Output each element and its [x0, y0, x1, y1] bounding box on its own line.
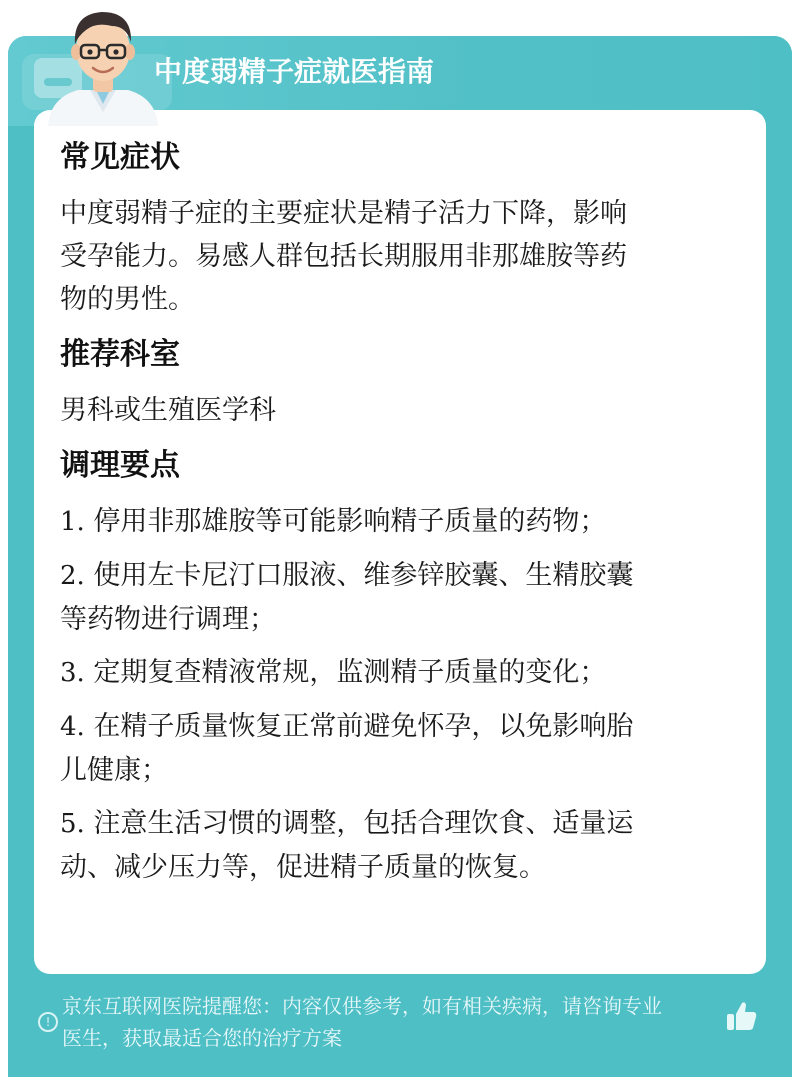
item-text: 在精子质量恢复正常前避免怀孕，以免影响胎	[93, 711, 634, 742]
disclaimer-footer	[8, 986, 792, 1077]
symptoms-line: 中度弱精子症的主要症状是精子活力下降，影响	[60, 198, 627, 229]
item-text-cont: 等药物进行调理；	[60, 604, 276, 635]
department-text: 男科或生殖医学科	[60, 395, 276, 426]
section-title-symptoms: 常见症状	[60, 140, 180, 175]
item-number: 3.	[60, 658, 85, 688]
item-text-cont: 动、减少压力等，促进精子质量的恢复。	[60, 852, 546, 883]
content-card	[34, 110, 766, 974]
item-number: 5.	[60, 809, 85, 839]
item-text-cont: 儿健康；	[60, 755, 168, 786]
section-title-department: 推荐科室	[60, 337, 180, 372]
symptoms-line: 受孕能力。易感人群包括长期服用非那雄胺等药	[60, 241, 627, 272]
disclaimer-line: 京东互联网医院提醒您：内容仅供参考，如有相关疾病，请咨询专业	[62, 994, 662, 1018]
page-title: 中度弱精子症就医指南	[154, 55, 435, 88]
info-icon: !	[38, 1012, 58, 1032]
care-list-item	[60, 554, 740, 641]
care-list-item	[60, 705, 740, 792]
symptoms-text	[60, 192, 740, 321]
care-list-item	[60, 500, 740, 544]
care-list-item	[60, 651, 740, 695]
item-text: 定期复查精液常规，监测精子质量的变化；	[93, 657, 607, 688]
disclaimer-line: 医生，获取最适合您的治疗方案	[62, 1026, 342, 1050]
guide-panel	[8, 36, 792, 1077]
disclaimer-text	[62, 990, 722, 1054]
item-number: 4.	[60, 712, 85, 742]
care-list-item	[60, 802, 740, 889]
item-number: 1.	[60, 507, 85, 537]
item-number: 2.	[60, 561, 85, 591]
doctor-avatar	[40, 0, 166, 126]
section-title-care: 调理要点	[60, 448, 180, 483]
item-text: 注意生活习惯的调整，包括合理饮食、适量运	[93, 808, 634, 839]
thumbs-up-icon[interactable]	[724, 998, 760, 1034]
item-text: 使用左卡尼汀口服液、维参锌胶囊、生精胶囊	[93, 560, 634, 591]
card-content	[60, 130, 740, 899]
item-text: 停用非那雄胺等可能影响精子质量的药物；	[93, 506, 607, 537]
symptoms-line: 物的男性。	[60, 284, 195, 315]
